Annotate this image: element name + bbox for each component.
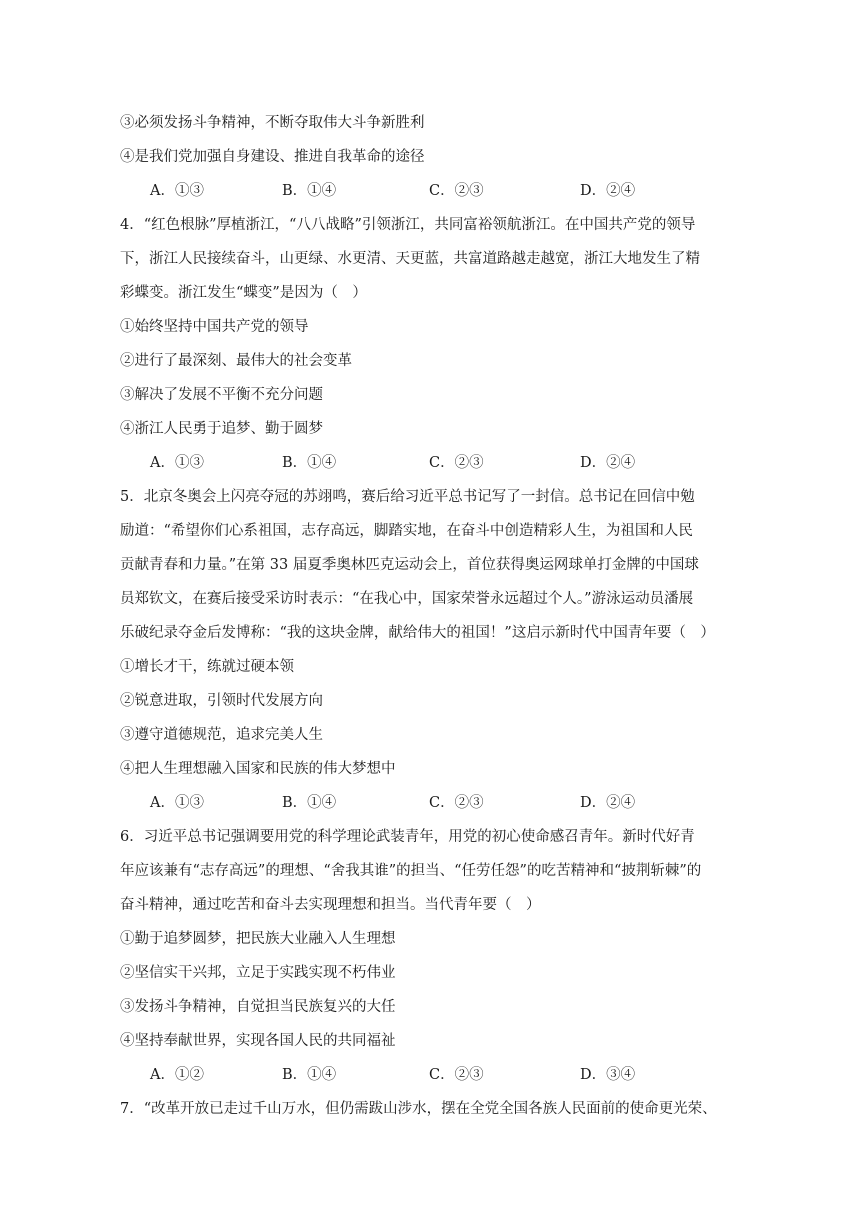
q6-item-2: ②坚信实干兴邦，立足于实践实现不朽伟业: [120, 965, 396, 981]
question-4: [120, 208, 740, 480]
q5-option-d: D．②④: [580, 795, 636, 811]
q4-item-3: ③解决了发展不平衡不充分问题: [120, 387, 323, 403]
q5-item-1: ①增长才干，练就过硬本领: [120, 659, 294, 675]
q3-option-d: D．②④: [580, 183, 636, 199]
q4-stem-line: 下，浙江人民接续奋斗，山更绿、水更清、天更蓝，共富道路越走越宽，浙江大地发生了精: [120, 251, 700, 267]
q5-stem-line: 贡献青春和力量。”在第 33 届夏季奥林匹克运动会上，首位获得奥运网球单打金牌的中国球: [120, 557, 699, 573]
q5-stem-line: 5．北京冬奥会上闪亮夺冠的苏翊鸣，赛后给习近平总书记写了一封信。总书记在回信中勉: [120, 489, 695, 505]
q6-item-3: ③发扬斗争精神，自觉担当民族复兴的大任: [120, 999, 396, 1015]
q4-item-2: ②进行了最深刻、最伟大的社会变革: [120, 353, 352, 369]
q6-option-b: B．①④: [282, 1067, 337, 1083]
q4-stem-line: 彩蝶变。浙江发生“蝶变”是因为（ ）: [120, 285, 367, 301]
q3-option-c: C．②③: [429, 183, 484, 199]
q3-item-3: ③必须发扬斗争精神，不断夺取伟大斗争新胜利: [120, 115, 425, 131]
q6-item-4: ④坚持奉献世界，实现各国人民的共同福祉: [120, 1033, 396, 1049]
q6-item-1: ①勤于追梦圆梦，把民族大业融入人生理想: [120, 931, 396, 947]
q4-option-b: B．①④: [282, 455, 337, 471]
q3-item-4: ④是我们党加强自身建设、推进自我革命的途径: [120, 149, 425, 165]
q7-stem-line: 7．“改革开放已走过千山万水，但仍需跋山涉水，摆在全党全国各族人民面前的使命更光荣、: [120, 1101, 717, 1117]
exam-page: [120, 106, 740, 1126]
q6-stem-line: 年应该兼有“志存高远”的理想、“舍我其谁”的担当、“任劳任怨”的吃苦精神和“披荆斩棘”的: [120, 863, 702, 879]
q6-stem-line: 奋斗精神，通过吃苦和奋斗去实现理想和担当。当代青年要（ ）: [120, 897, 541, 913]
q4-options: [120, 446, 740, 480]
q5-option-c: C．②③: [429, 795, 484, 811]
q6-option-d: D．③④: [580, 1067, 636, 1083]
question-5: [120, 480, 740, 820]
q5-item-3: ③遵守道德规范，追求完美人生: [120, 727, 323, 743]
q6-option-c: C．②③: [429, 1067, 484, 1083]
q6-stem-line: 6．习近平总书记强调要用党的科学理论武装青年，用党的初心使命感召青年。新时代好青: [120, 829, 695, 845]
q5-stem-line: 乐破纪录夺金后发博称：“我的这块金牌，献给伟大的祖国！”这启示新时代中国青年要（ ）: [120, 625, 715, 641]
q6-option-a: A．①②: [150, 1067, 204, 1083]
q5-item-4: ④把人生理想融入国家和民族的伟大梦想中: [120, 761, 396, 777]
q5-stem-line: 励道：“希望你们心系祖国，志存高远，脚踏实地，在奋斗中创造精彩人生，为祖国和人民: [120, 523, 693, 539]
q3-option-a: A．①③: [150, 183, 204, 199]
q4-stem-line: 4．“红色根脉”厚植浙江，“八八战略”引领浙江，共同富裕领航浙江。在中国共产党的领导: [120, 217, 696, 233]
q5-stem-line: 员郑钦文，在赛后接受采访时表示：“在我心中，国家荣誉永远超过个人。”游泳运动员潘展: [120, 591, 694, 607]
question-6: [120, 820, 740, 1092]
q5-item-2: ②锐意进取，引领时代发展方向: [120, 693, 323, 709]
q3-option-b: B．①④: [282, 183, 337, 199]
q4-item-4: ④浙江人民勇于追梦、勤于圆梦: [120, 421, 323, 437]
q4-option-c: C．②③: [429, 455, 484, 471]
q4-option-a: A．①③: [150, 455, 204, 471]
q5-option-a: A．①③: [150, 795, 204, 811]
q5-option-b: B．①④: [282, 795, 337, 811]
q4-item-1: ①始终坚持中国共产党的领导: [120, 319, 309, 335]
question-3-tail: [120, 106, 740, 208]
q5-options: [120, 786, 740, 820]
q4-option-d: D．②④: [580, 455, 636, 471]
question-7: [120, 1092, 740, 1126]
q6-options: [120, 1058, 740, 1092]
q3-options: [120, 174, 740, 208]
